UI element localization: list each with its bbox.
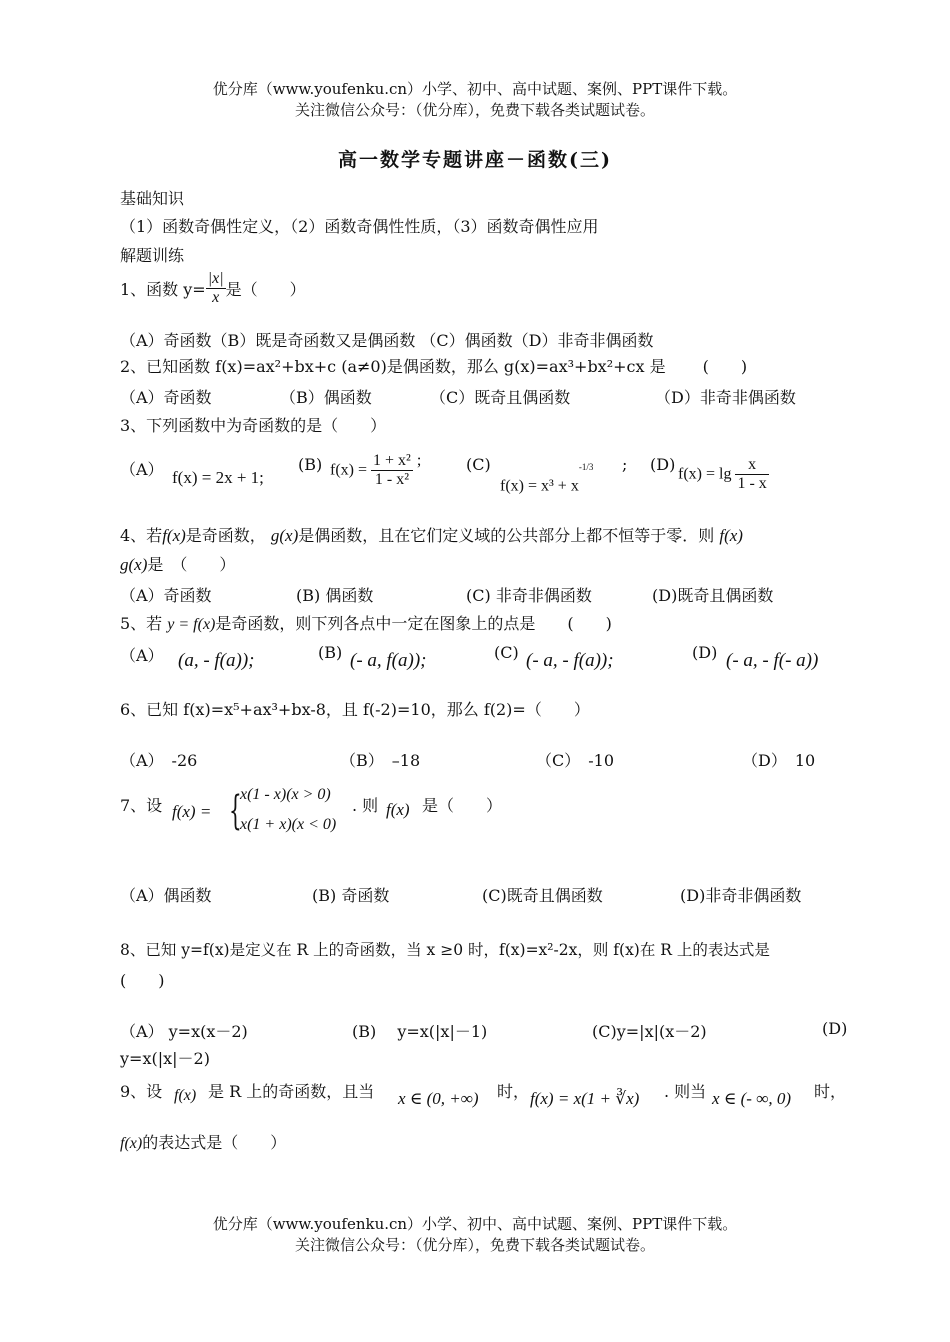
q5-label-b: (B) [318, 643, 343, 662]
q9-domain-2: x ∈ (- ∞, 0) [712, 1089, 791, 1108]
q9-line2-b: 的表达式是（ ） [142, 1133, 287, 1152]
question-5 [120, 611, 612, 634]
q7-case-1: x(1 - x)(x > 0) [240, 786, 331, 803]
q8-option-a: （A） y=x(x－2) [120, 1022, 248, 1041]
q7-option-c: (C)既奇且偶函数 [482, 886, 603, 905]
q5-label-d: (D) [692, 643, 718, 662]
q2-option-c: （C）既奇且偶函数 [430, 388, 571, 407]
q4-b: 是奇函数， [185, 526, 266, 545]
q8-option-d: (D) [822, 1019, 848, 1038]
q6-option-b: （B） –18 [340, 751, 421, 770]
basic-items: （1）函数奇偶性定义，（2）函数奇偶性性质，（3）函数奇偶性应用 [120, 217, 599, 236]
q9-d: . 则当 [664, 1082, 707, 1101]
q5-expr-a: (a, - f(a)); [178, 650, 255, 671]
q9-f: f(x) [174, 1087, 197, 1104]
q1-suffix: 是（ ） [225, 280, 306, 299]
q9-e: 时， [814, 1082, 847, 1101]
q1-denominator: x [212, 289, 220, 306]
question-8-line-1: 8、已知 y=f(x)是定义在 R 上的奇函数，当 x ≥0 时，f(x)=x²-2x，则 f(x)在 R 上的表达式是 [120, 941, 770, 959]
q7-option-d: (D)非奇非偶函数 [680, 886, 802, 905]
q3-expr-d-left: f(x) = lg [678, 465, 732, 483]
q4-a: 4、若 [120, 526, 163, 545]
q5-expr: y = f(x) [167, 616, 216, 633]
footer-line-1: 优分库（www.youfenku.cn）小学、初中、高中试题、案例、PPT课件下载。 [212, 1215, 738, 1233]
q4-f2: f(x) [719, 526, 743, 545]
q2-option-b: （B）偶函数 [280, 388, 372, 407]
q1-fraction [206, 270, 226, 307]
q3-expr-d-fraction [735, 456, 768, 493]
q3-label-c: (C) [466, 455, 491, 474]
q5-a: 5、若 [120, 614, 163, 633]
q7-a: 7、设 [120, 796, 163, 815]
section-basic: 基础知识 [120, 189, 185, 208]
q7-case-2: x(1 + x)(x < 0) [240, 816, 337, 833]
page-title: 高一数学专题讲座－函数(三) [338, 149, 612, 171]
q7-c: 是（ ） [422, 796, 503, 815]
q9-domain-1: x ∈ (0, +∞) [398, 1089, 479, 1108]
q3-expr-b-tail: ; [416, 452, 422, 469]
q9-line2-f: f(x) [120, 1135, 143, 1152]
q8-option-b: (B) y=x(|x|－1) [352, 1022, 488, 1041]
section-train: 解题训练 [120, 246, 185, 265]
footer-line-2: 关注微信公众号：（优分库），免费下载各类试题试卷。 [294, 1236, 655, 1254]
q6-option-c: （C） -10 [536, 751, 615, 770]
q4-line2-g: g(x) [120, 555, 148, 574]
q9-c: 时， [497, 1082, 530, 1101]
q6-option-a: （A） -26 [120, 751, 198, 770]
q7-option-b: (B) 奇函数 [312, 886, 390, 905]
q4-f: f(x) [162, 526, 186, 545]
q5-label-a: （A） [120, 646, 164, 665]
q3-expr-b-left: f(x) = [330, 461, 368, 479]
q5-label-c: (C) [494, 643, 519, 662]
q1-numerator: |x| [207, 270, 224, 287]
q3-expr-c-main: f(x) = x³ + x [500, 477, 579, 495]
q5-expr-c: (- a, - f(a)); [526, 650, 614, 671]
q7-f: f(x) [386, 800, 410, 819]
q3-expr-a: f(x) = 2x + 1; [172, 468, 264, 487]
question-6: 6、已知 f(x)=x⁵+ax³+bx-8，且 f(-2)=10，那么 f(2)=（ ） [120, 700, 590, 719]
q8-option-d-expr: y=x(|x|－2) [120, 1049, 210, 1068]
q7-lhs: f(x) = [172, 802, 212, 821]
q4-line2-b: 是 （ ） [147, 555, 236, 574]
q2-option-d: （D）非奇非偶函数 [655, 388, 796, 407]
q3-expr-c-exponent: -1/3 [578, 462, 594, 472]
question-4-line-1 [120, 523, 743, 546]
q5-b: 是奇函数，则下列各点中一定在图象上的点是 ( ) [215, 614, 612, 633]
q3-expr-d-den: 1 - x [737, 475, 767, 492]
q9-b: 是 R 上的奇函数，且当 [208, 1082, 375, 1101]
question-8-line-2: ( ) [120, 971, 165, 990]
q1-prefix: 1、函数 y= [120, 280, 206, 299]
q3-label-b: (B) [298, 455, 323, 474]
q3-expr-b [330, 452, 421, 489]
q4-option-c: (C) 非奇非偶函数 [466, 586, 592, 605]
q7-brace: { [229, 788, 242, 834]
q3-expr-b-num: 1 + x² [373, 452, 411, 469]
q8-option-c: (C)y=|x|(x－2) [592, 1022, 707, 1041]
q5-expr-d: (- a, - f(- a)) [726, 650, 819, 671]
q4-option-d: (D)既奇且偶函数 [652, 586, 774, 605]
q6-option-d: （D） 10 [742, 751, 816, 770]
question-3: 3、下列函数中为奇函数的是（ ） [120, 416, 387, 435]
question-1 [120, 270, 306, 307]
question-9-line-2 [120, 1130, 286, 1153]
q3-expr-c-tail: ; [622, 455, 628, 474]
q3-label-d: (D) [650, 455, 676, 474]
q3-expr-b-den: 1 - x² [374, 471, 409, 488]
q9-expr: f(x) = x(1 + ∛x) [530, 1089, 640, 1108]
q4-c: 是偶函数，且在它们定义域的公共部分上都不恒等于零．则 [298, 526, 715, 545]
question-2: 2、已知函数 f(x)=ax²+bx+c (a≠0)是偶函数，那么 g(x)=ax³+bx²+cx 是 ( ) [120, 357, 748, 376]
q4-option-b: (B) 偶函数 [296, 586, 374, 605]
q3-expr-d [678, 456, 769, 493]
header-line-1: 优分库（www.youfenku.cn）小学、初中、高中试题、案例、PPT课件下载。 [212, 80, 738, 98]
q3-label-a: （A） [120, 460, 164, 479]
q7-option-a: （A）偶函数 [120, 886, 212, 905]
question-4-line-2 [120, 552, 235, 575]
q3-expr-d-num: x [735, 456, 768, 475]
q4-g: g(x) [270, 526, 299, 545]
q3-expr-c [500, 462, 594, 495]
header-line-2: 关注微信公众号：（优分库），免费下载各类试题试卷。 [294, 101, 655, 119]
q2-option-a: （A）奇函数 [120, 388, 212, 407]
q3-expr-b-fraction [371, 452, 413, 489]
q1-options: （A）奇函数（B）既是奇函数又是偶函数 （C）偶函数（D）非奇非偶函数 [120, 331, 654, 350]
q9-a: 9、设 [120, 1082, 163, 1101]
q7-b: . 则 [352, 796, 379, 815]
q4-option-a: （A）奇函数 [120, 586, 212, 605]
q5-expr-b: (- a, f(a)); [350, 650, 427, 671]
